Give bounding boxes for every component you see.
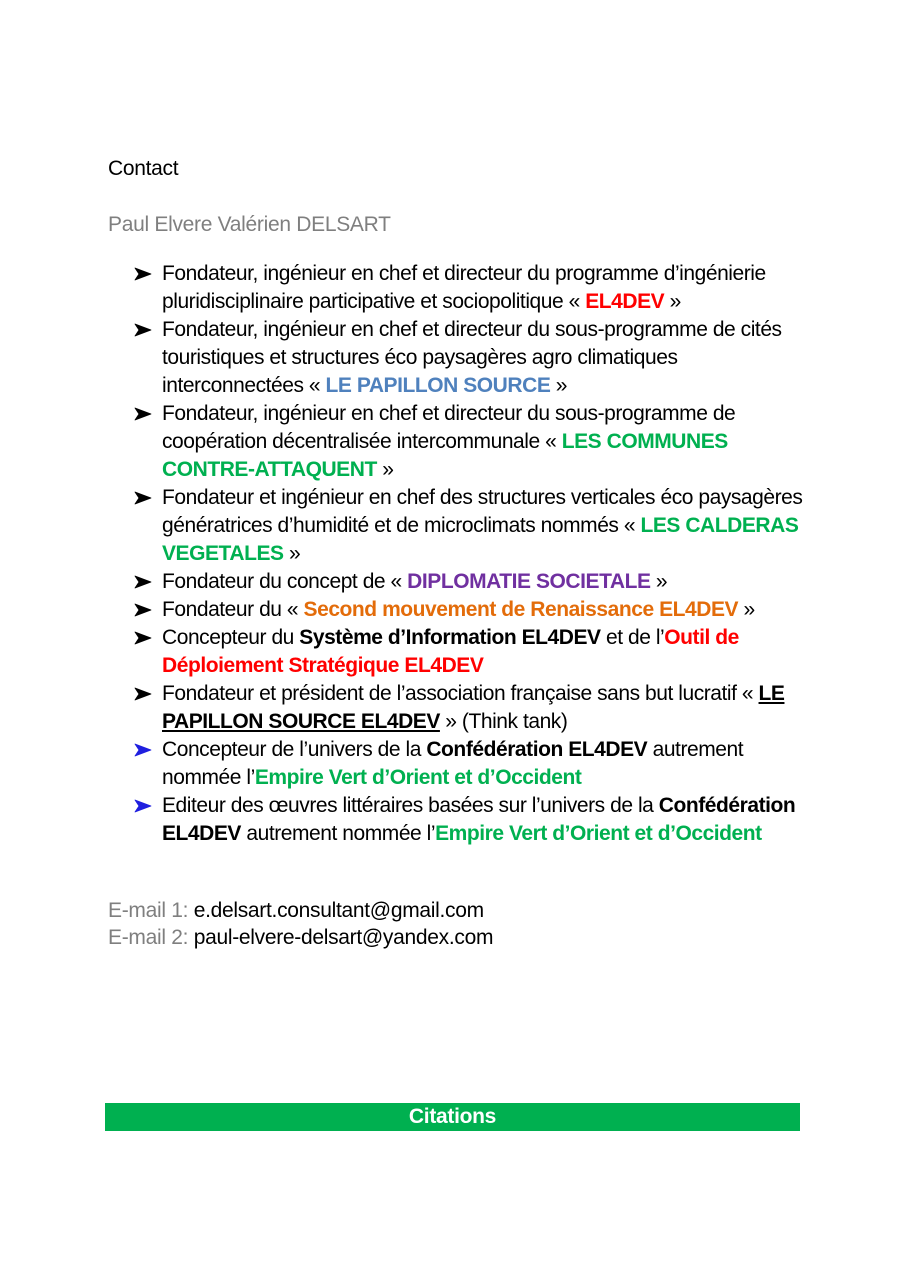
- role-item: [134, 484, 806, 568]
- role-item: [134, 316, 806, 400]
- arrow-bullet-icon: [134, 799, 152, 813]
- email-address[interactable]: e.delsart.consultant@gmail.com: [193, 899, 484, 922]
- role-highlight: Confédération EL4DEV: [426, 738, 648, 761]
- role-text-run: »: [664, 290, 681, 313]
- section-heading-citations: Citations: [105, 1103, 800, 1131]
- arrow-bullet-icon: [134, 323, 152, 337]
- role-highlight: EL4DEV: [585, 290, 665, 313]
- person-name: Paul Elvere Valérien DELSART: [108, 213, 391, 236]
- role-text: [162, 626, 739, 677]
- role-text-run: autrement nommée l’: [241, 822, 436, 845]
- role-highlight: DIPLOMATIE SOCIETALE: [407, 570, 651, 593]
- roles-list: [134, 260, 806, 848]
- role-text-run: Concepteur du: [162, 626, 300, 649]
- role-item: [134, 596, 806, 624]
- email-line-2: [108, 924, 493, 951]
- role-text: [162, 682, 784, 733]
- role-text-run: »: [550, 374, 567, 397]
- role-text-run: Fondateur du concept de «: [162, 570, 408, 593]
- role-item: [134, 792, 806, 848]
- role-text-run: »: [650, 570, 668, 593]
- contact-heading: Contact: [108, 157, 179, 180]
- arrow-bullet-icon: [134, 631, 152, 645]
- role-item: [134, 400, 806, 484]
- role-highlight: LES CALDERAS VEGETALES: [162, 514, 799, 565]
- role-text: [162, 318, 782, 397]
- role-highlight: Outil de Déploiement Stratégique EL4DEV: [162, 626, 739, 677]
- role-text: [162, 570, 667, 593]
- arrow-bullet-icon: [134, 407, 152, 421]
- role-text: [162, 402, 735, 481]
- role-highlight: Confédération EL4DEV: [162, 794, 796, 845]
- role-highlight: LES COMMUNES CONTRE-ATTAQUENT: [162, 430, 728, 481]
- role-highlight: Empire Vert d’Orient et d’Occident: [254, 766, 582, 789]
- role-text-run: Fondateur du «: [162, 598, 304, 621]
- arrow-bullet-icon: [134, 491, 152, 505]
- email-block: [108, 897, 493, 951]
- role-text-run: »: [738, 598, 755, 621]
- role-text-run: »: [283, 542, 301, 565]
- role-text: [162, 794, 795, 845]
- role-text: [162, 486, 802, 565]
- role-text-run: »: [376, 458, 394, 481]
- role-text-run: Fondateur et président de l’association française sans but lucratif «: [162, 682, 759, 705]
- role-highlight: LE PAPILLON SOURCE EL4DEV: [162, 682, 785, 733]
- role-text-run: autrement nommée l’: [162, 738, 744, 789]
- arrow-bullet-icon: [134, 743, 152, 757]
- role-highlight: Empire Vert d’Orient et d’Occident: [435, 822, 762, 845]
- arrow-bullet-icon: [134, 267, 152, 281]
- role-item: [134, 736, 806, 792]
- role-text-run: et de l’: [600, 626, 665, 649]
- email-address[interactable]: paul-elvere-delsart@yandex.com: [193, 926, 494, 949]
- role-highlight: Second mouvement de Renaissance EL4DEV: [303, 598, 739, 621]
- role-text-run: Fondateur et ingénieur en chef des structures verticales éco paysagères génératrices d’humidité et de microclimats nommés «: [162, 486, 803, 537]
- role-text-run: Editeur des œuvres littéraires basées sur l’univers de la: [162, 794, 659, 817]
- role-text-run: Fondateur, ingénieur en chef et directeur du programme d’ingénierie pluridisciplinaire participative et sociopolitique «: [162, 262, 766, 313]
- role-text-run: » (Think tank): [439, 710, 568, 733]
- role-text-run: Fondateur, ingénieur en chef et directeur du sous-programme de coopération décentralisée intercommunale «: [162, 402, 736, 453]
- role-item: [134, 680, 806, 736]
- role-text-run: Fondateur, ingénieur en chef et directeur du sous-programme de cités touristiques et structures éco paysagères agro climatiques interconnectées «: [162, 318, 782, 397]
- arrow-bullet-icon: [134, 687, 152, 701]
- email-label: E-mail 1:: [108, 899, 194, 922]
- arrow-bullet-icon: [134, 575, 152, 589]
- email-label: E-mail 2:: [108, 926, 194, 949]
- role-highlight: LE PAPILLON SOURCE: [325, 374, 551, 397]
- role-text: [162, 262, 766, 313]
- role-highlight: Système d’Information EL4DEV: [299, 626, 601, 649]
- role-item: [134, 260, 806, 316]
- role-item: [134, 624, 806, 680]
- role-text-run: Concepteur de l’univers de la: [162, 738, 427, 761]
- role-item: [134, 568, 806, 596]
- email-line-1: [108, 897, 493, 924]
- role-text: [162, 738, 743, 789]
- role-text: [162, 598, 755, 621]
- arrow-bullet-icon: [134, 603, 152, 617]
